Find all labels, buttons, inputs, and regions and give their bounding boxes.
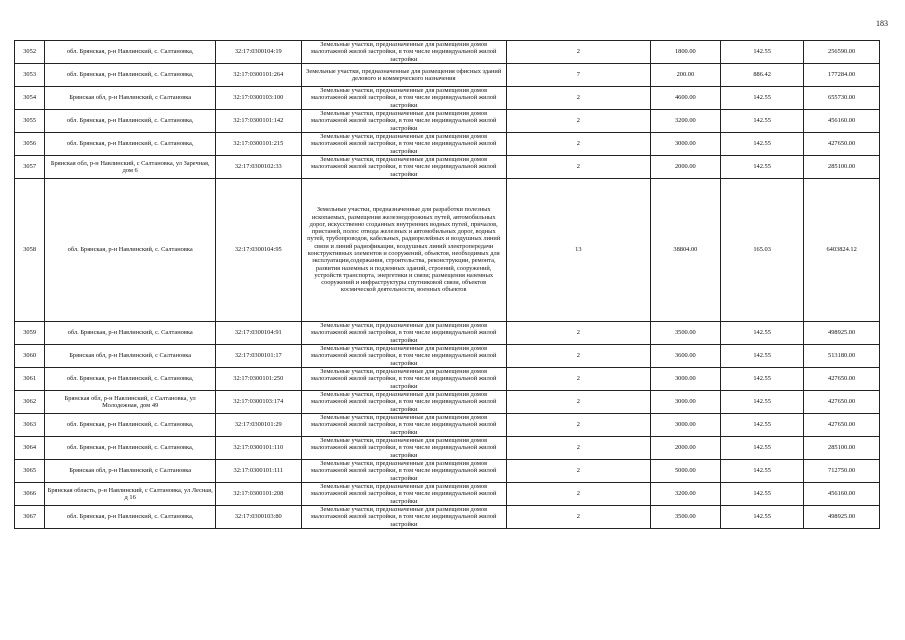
cadastral-number-cell: 32:17:0300103:80 (216, 506, 301, 529)
land-purpose-cell: Земельные участки, предназначенные для размещения домов малоэтажной жилой застройки, в том числе индивидуальной жилой застройки (301, 506, 506, 529)
address-cell: обл. Брянская, р-н Навлинский, с. Салтановка, (45, 414, 216, 437)
table-row (15, 322, 880, 345)
area-cell: 3500.00 (650, 322, 720, 345)
cadastral-number-cell: 32:17:0300101:264 (216, 64, 301, 87)
cadastral-number-cell: 32:17:0300101:250 (216, 368, 301, 391)
address-cell: Брянская обл, р-н Навлинский, с Салтановка, ул Заречная, дом 6 (45, 156, 216, 179)
table-body (15, 41, 880, 529)
land-purpose-cell: Земельные участки, предназначенные для размещения домов малоэтажной жилой застройки, в том числе индивидуальной жилой застройки (301, 414, 506, 437)
land-purpose-cell: Земельные участки, предназначенные для размещения офисных зданий делового и коммерческого назначения (301, 64, 506, 87)
cadastral-value-cell: 456160.00 (804, 110, 880, 133)
area-cell: 4600.00 (650, 87, 720, 110)
cadastral-value-cell: 456160.00 (804, 483, 880, 506)
table-row (15, 460, 880, 483)
purpose-code-cell: 2 (506, 87, 650, 110)
land-purpose-cell: Земельные участки, предназначенные для размещения домов малоэтажной жилой застройки, в том числе индивидуальной жилой застройки (301, 345, 506, 368)
row-number-cell: 3063 (15, 414, 45, 437)
cadastral-rate-cell: 165.03 (721, 179, 804, 322)
table-row (15, 437, 880, 460)
table-row (15, 87, 880, 110)
land-purpose-cell: Земельные участки, предназначенные для размещения домов малоэтажной жилой застройки, в том числе индивидуальной жилой застройки (301, 87, 506, 110)
area-cell: 3000.00 (650, 368, 720, 391)
table-row (15, 133, 880, 156)
cadastral-rate-cell: 142.55 (721, 391, 804, 414)
cadastral-value-cell: 427650.00 (804, 133, 880, 156)
cadastral-number-cell: 32:17:0300101:142 (216, 110, 301, 133)
row-number-cell: 3055 (15, 110, 45, 133)
purpose-code-cell: 2 (506, 368, 650, 391)
land-purpose-cell: Земельные участки, предназначенные для размещения домов малоэтажной жилой застройки, в том числе индивидуальной жилой застройки (301, 437, 506, 460)
cadastral-rate-cell: 142.55 (721, 414, 804, 437)
cadastral-value-cell: 177284.00 (804, 64, 880, 87)
cadastral-number-cell: 32:17:0300102:33 (216, 156, 301, 179)
page-number: 183 (876, 19, 888, 28)
address-cell: обл. Брянская, р-н Навлинский, с. Салтановка, (45, 133, 216, 156)
row-number-cell: 3066 (15, 483, 45, 506)
row-number-cell: 3052 (15, 41, 45, 64)
table-row (15, 156, 880, 179)
cadastral-rate-cell: 142.55 (721, 41, 804, 64)
table-row (15, 483, 880, 506)
row-number-cell: 3060 (15, 345, 45, 368)
cadastral-number-cell: 32:17:0300101:215 (216, 133, 301, 156)
cadastral-rate-cell: 142.55 (721, 460, 804, 483)
table-row (15, 110, 880, 133)
address-cell: Брянская обл, р-н Навлинский, с Салтановка (45, 345, 216, 368)
table-row (15, 368, 880, 391)
cadastral-number-cell: 32:17:0300101:17 (216, 345, 301, 368)
land-purpose-cell: Земельные участки, предназначенные для размещения домов малоэтажной жилой застройки, в том числе индивидуальной жилой застройки (301, 156, 506, 179)
land-purpose-cell: Земельные участки, предназначенные для размещения домов малоэтажной жилой застройки, в том числе индивидуальной жилой застройки (301, 368, 506, 391)
cadastral-number-cell: 32:17:0300101:110 (216, 437, 301, 460)
land-purpose-cell: Земельные участки, предназначенные для размещения домов малоэтажной жилой застройки, в том числе индивидуальной жилой застройки (301, 110, 506, 133)
area-cell: 3000.00 (650, 414, 720, 437)
table-row (15, 414, 880, 437)
purpose-code-cell: 7 (506, 64, 650, 87)
table-row (15, 179, 880, 322)
cadastral-rate-cell: 142.55 (721, 506, 804, 529)
address-cell: обл. Брянская, р-н Навлинский, с. Салтановка, (45, 110, 216, 133)
row-number-cell: 3056 (15, 133, 45, 156)
area-cell: 200.00 (650, 64, 720, 87)
cadastral-rate-cell: 142.55 (721, 133, 804, 156)
table-row (15, 41, 880, 64)
address-cell: Брянская обл, р-н Навлинский, с Салтановка (45, 87, 216, 110)
cadastral-value-cell: 285100.00 (804, 156, 880, 179)
cadastral-value-cell: 427650.00 (804, 368, 880, 391)
area-cell: 2000.00 (650, 437, 720, 460)
cadastral-number-cell: 32:17:0300104:91 (216, 322, 301, 345)
cadastral-value-cell: 712750.00 (804, 460, 880, 483)
area-cell: 3500.00 (650, 506, 720, 529)
land-purpose-cell: Земельные участки, предназначенные для размещения домов малоэтажной жилой застройки, в том числе индивидуальной жилой застройки (301, 483, 506, 506)
area-cell: 5000.00 (650, 460, 720, 483)
area-cell: 2000.00 (650, 156, 720, 179)
purpose-code-cell: 2 (506, 345, 650, 368)
cadastral-value-cell: 498925.00 (804, 322, 880, 345)
purpose-code-cell: 2 (506, 322, 650, 345)
row-number-cell: 3067 (15, 506, 45, 529)
area-cell: 3600.00 (650, 345, 720, 368)
address-cell: Брянская обл, р-н Навлинский, с Салтановка, ул Молодежная, дом 49 (45, 391, 216, 414)
table-row (15, 391, 880, 414)
cadastral-rate-cell: 142.55 (721, 345, 804, 368)
row-number-cell: 3053 (15, 64, 45, 87)
address-cell: обл. Брянская, р-н Навлинский, с. Салтановка, (45, 41, 216, 64)
land-registry-table (14, 40, 880, 529)
cadastral-rate-cell: 142.55 (721, 437, 804, 460)
cadastral-rate-cell: 142.55 (721, 87, 804, 110)
cadastral-rate-cell: 142.55 (721, 368, 804, 391)
cadastral-value-cell: 513180.00 (804, 345, 880, 368)
cadastral-value-cell: 498925.00 (804, 506, 880, 529)
cadastral-number-cell: 32:17:0300103:174 (216, 391, 301, 414)
purpose-code-cell: 2 (506, 414, 650, 437)
address-cell: обл. Брянская, р-н Навлинский, с. Салтановка, (45, 437, 216, 460)
cadastral-rate-cell: 886.42 (721, 64, 804, 87)
table-row (15, 345, 880, 368)
land-purpose-cell: Земельные участки, предназначенные для размещения домов малоэтажной жилой застройки, в том числе индивидуальной жилой застройки (301, 322, 506, 345)
area-cell: 1800.00 (650, 41, 720, 64)
area-cell: 3200.00 (650, 110, 720, 133)
purpose-code-cell: 2 (506, 483, 650, 506)
purpose-code-cell: 2 (506, 460, 650, 483)
row-number-cell: 3059 (15, 322, 45, 345)
cadastral-value-cell: 427650.00 (804, 414, 880, 437)
cadastral-number-cell: 32:17:0300104:19 (216, 41, 301, 64)
land-purpose-cell: Земельные участки, предназначенные для размещения домов малоэтажной жилой застройки, в том числе индивидуальной жилой застройки (301, 391, 506, 414)
purpose-code-cell: 2 (506, 156, 650, 179)
row-number-cell: 3058 (15, 179, 45, 322)
purpose-code-cell: 2 (506, 506, 650, 529)
land-purpose-cell: Земельные участки, предназначенные для разработки полезных ископаемых, размещения железнодорожных путей, автомобильных дорог, искусственно созданных внутренних водных путей, причалов, пристаней, полос отвода железных и автомобильных дорог, водных путей, трубопроводов, кабельных, радиорелейных и воздушных линий связи и линий радиофикации, воздушных линий электропередачи конструктивных элементов и сооружений, объектов, необходимых для эксплуатации,содержания, строительства, реконструкции, ремонта, развития наземных и подземных зданий, строений, сооружений, устройств транспорта, энергетики и связи; размещения наземных сооружений и инфраструктуры спутниковой связи, объектов космической деятельности, военных объектов (301, 179, 506, 322)
cadastral-value-cell: 256590.00 (804, 41, 880, 64)
land-purpose-cell: Земельные участки, предназначенные для размещения домов малоэтажной жилой застройки, в том числе индивидуальной жилой застройки (301, 41, 506, 64)
cadastral-number-cell: 32:17:0300101:29 (216, 414, 301, 437)
area-cell: 3000.00 (650, 133, 720, 156)
area-cell: 3200.00 (650, 483, 720, 506)
area-cell: 3000.00 (650, 391, 720, 414)
row-number-cell: 3057 (15, 156, 45, 179)
row-number-cell: 3062 (15, 391, 45, 414)
land-purpose-cell: Земельные участки, предназначенные для размещения домов малоэтажной жилой застройки, в том числе индивидуальной жилой застройки (301, 460, 506, 483)
purpose-code-cell: 2 (506, 110, 650, 133)
row-number-cell: 3061 (15, 368, 45, 391)
row-number-cell: 3054 (15, 87, 45, 110)
address-cell: обл. Брянская, р-н Навлинский, с. Салтановка, (45, 506, 216, 529)
cadastral-number-cell: 32:17:0300101:208 (216, 483, 301, 506)
purpose-code-cell: 2 (506, 437, 650, 460)
address-cell: обл. Брянская, р-н Навлинский, с. Салтановка, (45, 368, 216, 391)
land-purpose-cell: Земельные участки, предназначенные для размещения домов малоэтажной жилой застройки, в том числе индивидуальной жилой застройки (301, 133, 506, 156)
cadastral-rate-cell: 142.55 (721, 483, 804, 506)
row-number-cell: 3065 (15, 460, 45, 483)
cadastral-number-cell: 32:17:0300101:111 (216, 460, 301, 483)
purpose-code-cell: 2 (506, 391, 650, 414)
address-cell: обл. Брянская, р-н Навлинский, с. Салтановка, (45, 64, 216, 87)
address-cell: обл. Брянская, р-н Навлинский, с. Салтановка (45, 322, 216, 345)
address-cell: обл. Брянская, р-н Навлинский, с. Салтановка (45, 179, 216, 322)
purpose-code-cell: 2 (506, 133, 650, 156)
cadastral-rate-cell: 142.55 (721, 156, 804, 179)
cadastral-value-cell: 655730.00 (804, 87, 880, 110)
cadastral-value-cell: 427650.00 (804, 391, 880, 414)
cadastral-number-cell: 32:17:0300103:100 (216, 87, 301, 110)
cadastral-number-cell: 32:17:0300104:95 (216, 179, 301, 322)
cadastral-value-cell: 6403824.12 (804, 179, 880, 322)
cadastral-rate-cell: 142.55 (721, 110, 804, 133)
cadastral-rate-cell: 142.55 (721, 322, 804, 345)
purpose-code-cell: 13 (506, 179, 650, 322)
table-row (15, 506, 880, 529)
address-cell: Брянская обл, р-н Навлинский, с Салтановка (45, 460, 216, 483)
address-cell: Брянская область, р-н Навлинский, с Салтановка, ул Лесная, д 16 (45, 483, 216, 506)
row-number-cell: 3064 (15, 437, 45, 460)
area-cell: 38804.00 (650, 179, 720, 322)
purpose-code-cell: 2 (506, 41, 650, 64)
cadastral-value-cell: 285100.00 (804, 437, 880, 460)
table-row (15, 64, 880, 87)
